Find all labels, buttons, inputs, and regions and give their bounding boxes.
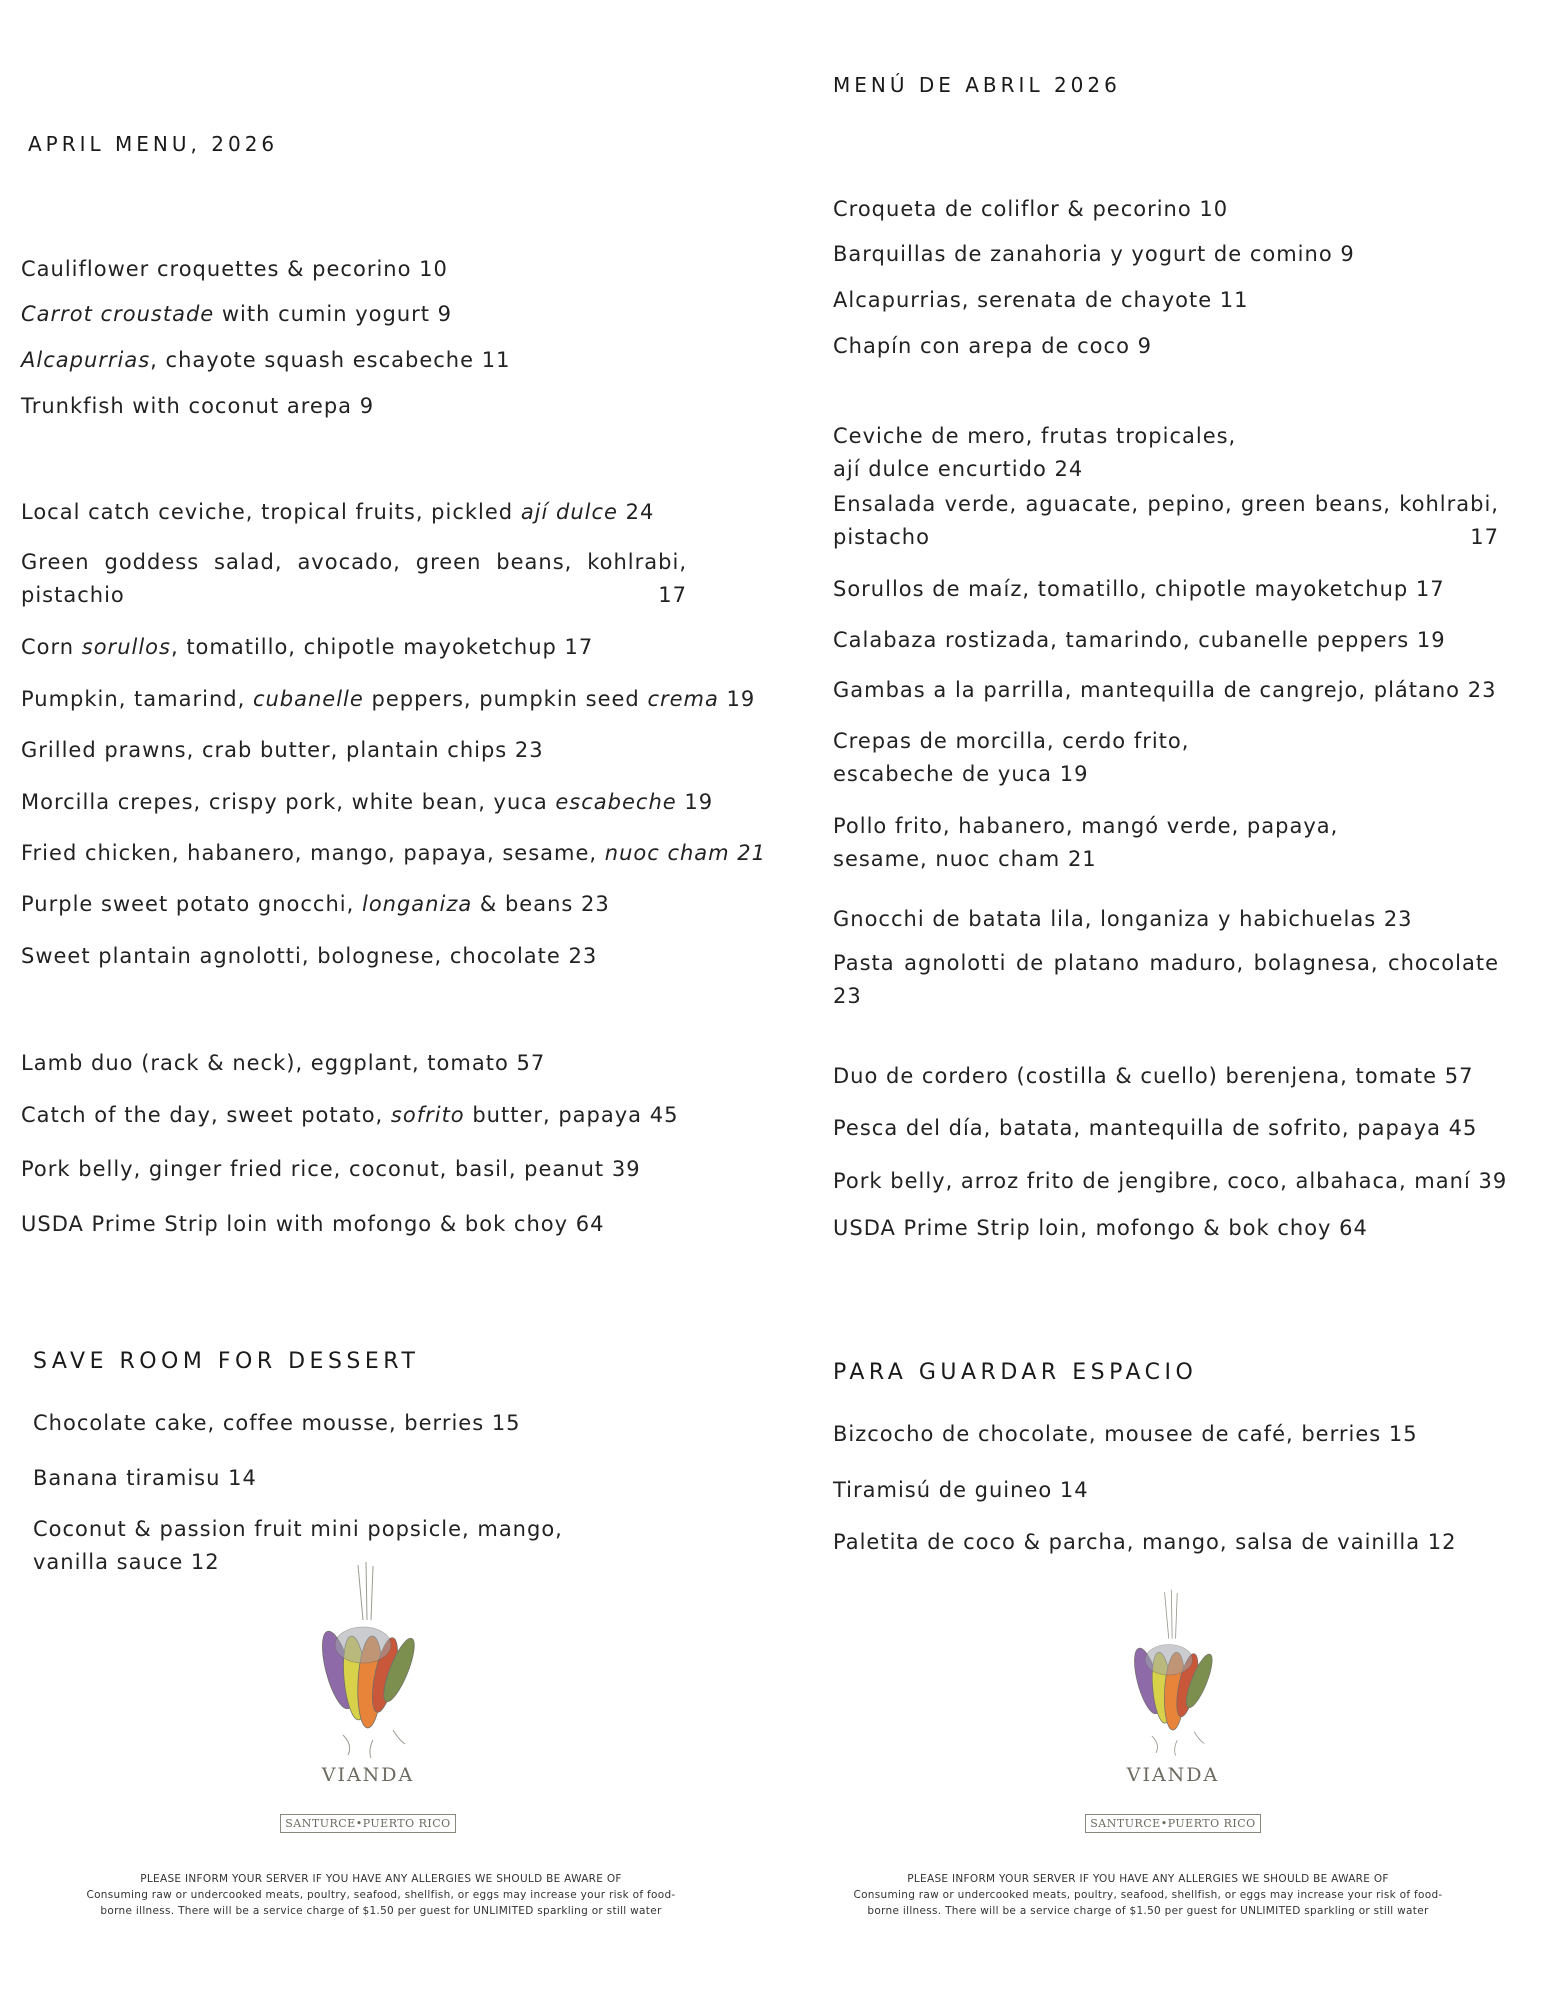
menu-item [21, 683, 755, 716]
location-label: SANTURCE•PUERTO RICO [280, 1814, 455, 1833]
allergy-notice [16, 1871, 746, 1919]
italic-text: sofrito [390, 1103, 465, 1127]
text: & beans 23 [472, 892, 610, 916]
text: Morcilla crepes, crispy pork, white bean, yuca [21, 790, 556, 814]
text: Sweet plantain agnolotti, bolognese, chocolate 23 [21, 944, 598, 968]
text: Gambas a la parrilla, mantequilla de cangrejo, plátano 23 [833, 678, 1497, 702]
location-label: SANTURCE•PUERTO RICO [1085, 1814, 1260, 1833]
text: Sorullos de maíz, tomatillo, chipotle mayoketchup 17 [833, 577, 1445, 601]
text: Corn [21, 635, 82, 659]
text: Lamb duo (rack & neck), eggplant, tomato 57 [21, 1051, 546, 1075]
text: Tiramisú de guineo 14 [833, 1478, 1089, 1502]
menu-item [833, 284, 1249, 317]
menu-item [833, 1165, 1507, 1198]
menu-item [21, 1208, 604, 1241]
text: Duo de cordero (costilla & cuello) berenjena, tomate 57 [833, 1064, 1474, 1088]
text: Fried chicken, habanero, mango, papaya, sesame, [21, 841, 605, 865]
text: , chayote squash escabeche 11 [150, 348, 511, 372]
text: Alcapurrias, serenata de chayote 11 [833, 288, 1249, 312]
text: Purple sweet potato gnocchi, [21, 892, 362, 916]
menu-item [833, 903, 1413, 936]
menu-item [21, 1099, 678, 1132]
root-vegetable-illustration-icon [303, 1560, 433, 1760]
vianda-logo [1078, 1585, 1268, 1833]
italic-text: ají dulce [520, 500, 618, 524]
notice-line: borne illness. There will be a service charge of $1.50 per guest for UNLIMITED sparkling or still water [100, 1905, 662, 1917]
text: USDA Prime Strip loin with mofongo & bok choy 64 [21, 1212, 605, 1236]
menu-item [21, 940, 597, 973]
text: Pesca del día, batata, mantequilla de sofrito, papaya 45 [833, 1116, 1478, 1140]
text: 19 [718, 687, 756, 711]
dessert-title: SAVE ROOM FOR DESSERT [33, 1349, 420, 1374]
menu-item [21, 786, 713, 819]
menu-item [21, 298, 452, 331]
italic-text: sorullos [81, 635, 171, 659]
menu-item [833, 1112, 1477, 1145]
dessert-title: PARA GUARDAR ESPACIO [833, 1360, 1198, 1385]
text: Trunkfish with coconut arepa 9 [21, 394, 375, 418]
notice-line: Consuming raw or undercooked meats, poultry, seafood, shellfish, or eggs may increase your risk of food- [86, 1889, 676, 1901]
menu-title: APRIL MENU, 2026 [28, 132, 279, 156]
menu-item [833, 947, 1499, 1013]
italic-text: escabeche [555, 790, 677, 814]
italic-text: Alcapurrias [21, 348, 151, 372]
text: Pasta agnolotti de platano maduro, bolagnesa, chocolate 23 [833, 951, 1499, 1008]
notice-line: PLEASE INFORM YOUR SERVER IF YOU HAVE ANY ALLERGIES WE SHOULD BE AWARE OF [140, 1873, 622, 1885]
text: , tomatillo, chipotle mayoketchup 17 [170, 635, 594, 659]
text: Calabaza rostizada, tamarindo, cubanelle peppers 19 [833, 628, 1446, 652]
notice-line: PLEASE INFORM YOUR SERVER IF YOU HAVE ANY ALLERGIES WE SHOULD BE AWARE OF [907, 1873, 1389, 1885]
menu-item [833, 725, 1253, 791]
text: Green goddess salad, avocado, green beans, kohlrabi, pistachio 17 [21, 550, 687, 607]
text: Gnocchi de batata lila, longaniza y habichuelas 23 [833, 907, 1413, 931]
dessert-item [833, 1418, 1418, 1451]
text: Crepas de morcilla, cerdo frito, escabeche de yuca 19 [833, 729, 1190, 786]
text: 24 [617, 500, 655, 524]
dessert-item [33, 1462, 257, 1495]
menu-item [21, 390, 374, 423]
dessert-item [833, 1526, 1457, 1559]
brand-name: VIANDA [1126, 1764, 1220, 1786]
menu-item [21, 496, 654, 529]
menu-item [21, 344, 510, 377]
text: Cauliflower croquettes & pecorino 10 [21, 257, 448, 281]
menu-item [21, 631, 593, 664]
menu-item [833, 193, 1228, 226]
text: Ceviche de mero, frutas tropicales, ají dulce encurtido 24 [833, 424, 1237, 481]
italic-text: longaniza [361, 892, 473, 916]
text: USDA Prime Strip loin, mofongo & bok choy 64 [833, 1216, 1368, 1240]
menu-item [21, 837, 766, 870]
text: Croqueta de coliflor & pecorino 10 [833, 197, 1229, 221]
text: 19 [676, 790, 714, 814]
menu-item [833, 488, 1499, 554]
italic-text: cubanelle [252, 687, 364, 711]
text: Ensalada verde, aguacate, pepino, green beans, kohlrabi, pistacho 17 [833, 492, 1499, 549]
text: Barquillas de zanahoria y yogurt de comino 9 [833, 242, 1355, 266]
text: Local catch ceviche, tropical fruits, pickled [21, 500, 521, 524]
menu-item [833, 1060, 1473, 1093]
text: Chocolate cake, coffee mousse, berries 15 [33, 1411, 521, 1435]
notice-line: Consuming raw or undercooked meats, poultry, seafood, shellfish, or eggs may increase your risk of food- [853, 1889, 1443, 1901]
text: Coconut & passion fruit mini popsicle, mango, vanilla sauce 12 [33, 1517, 563, 1574]
text: Pork belly, arroz frito de jengibre, coco, albahaca, maní 39 [833, 1169, 1508, 1193]
menu-item [833, 674, 1496, 707]
allergy-notice [783, 1871, 1513, 1919]
menu-item [833, 238, 1355, 271]
text: Catch of the day, sweet potato, [21, 1103, 391, 1127]
menu-item [21, 546, 687, 612]
text: butter, papaya 45 [464, 1103, 679, 1127]
menu-title: MENÚ DE ABRIL 2026 [833, 73, 1121, 97]
text: peppers, pumpkin seed [363, 687, 648, 711]
menu-item [21, 1047, 545, 1080]
menu-item [833, 573, 1445, 606]
menu-item [833, 420, 1263, 486]
menu-item [833, 810, 1363, 876]
root-vegetable-illustration-icon [1118, 1585, 1228, 1760]
text: with cumin yogurt 9 [214, 302, 453, 326]
text: Paletita de coco & parcha, mango, salsa de vainilla 12 [833, 1530, 1457, 1554]
text: Bizcocho de chocolate, mousee de café, berries 15 [833, 1422, 1418, 1446]
notice-line: borne illness. There will be a service charge of $1.50 per guest for UNLIMITED sparkling or still water [867, 1905, 1429, 1917]
dessert-item [33, 1407, 521, 1440]
italic-text: nuoc cham 21 [604, 841, 767, 865]
menu-item [833, 330, 1152, 363]
italic-text: Carrot croustade [21, 302, 215, 326]
brand-name: VIANDA [321, 1764, 415, 1786]
italic-text: crema [647, 687, 719, 711]
text: Grilled prawns, crab butter, plantain chips 23 [21, 738, 544, 762]
text: Pollo frito, habanero, mangó verde, papaya, sesame, nuoc cham 21 [833, 814, 1339, 871]
menu-item [21, 734, 544, 767]
vianda-logo [273, 1560, 463, 1833]
spanish-menu-column [773, 0, 1546, 2000]
menu-item [21, 253, 448, 286]
menu-item [21, 888, 610, 921]
dessert-item [833, 1474, 1089, 1507]
text: Chapín con arepa de coco 9 [833, 334, 1152, 358]
menu-item [833, 624, 1446, 657]
text: Pumpkin, tamarind, [21, 687, 253, 711]
menu-item [833, 1212, 1368, 1245]
text: Pork belly, ginger fried rice, coconut, basil, peanut 39 [21, 1157, 641, 1181]
menu-item [21, 1153, 641, 1186]
text: Banana tiramisu 14 [33, 1466, 257, 1490]
